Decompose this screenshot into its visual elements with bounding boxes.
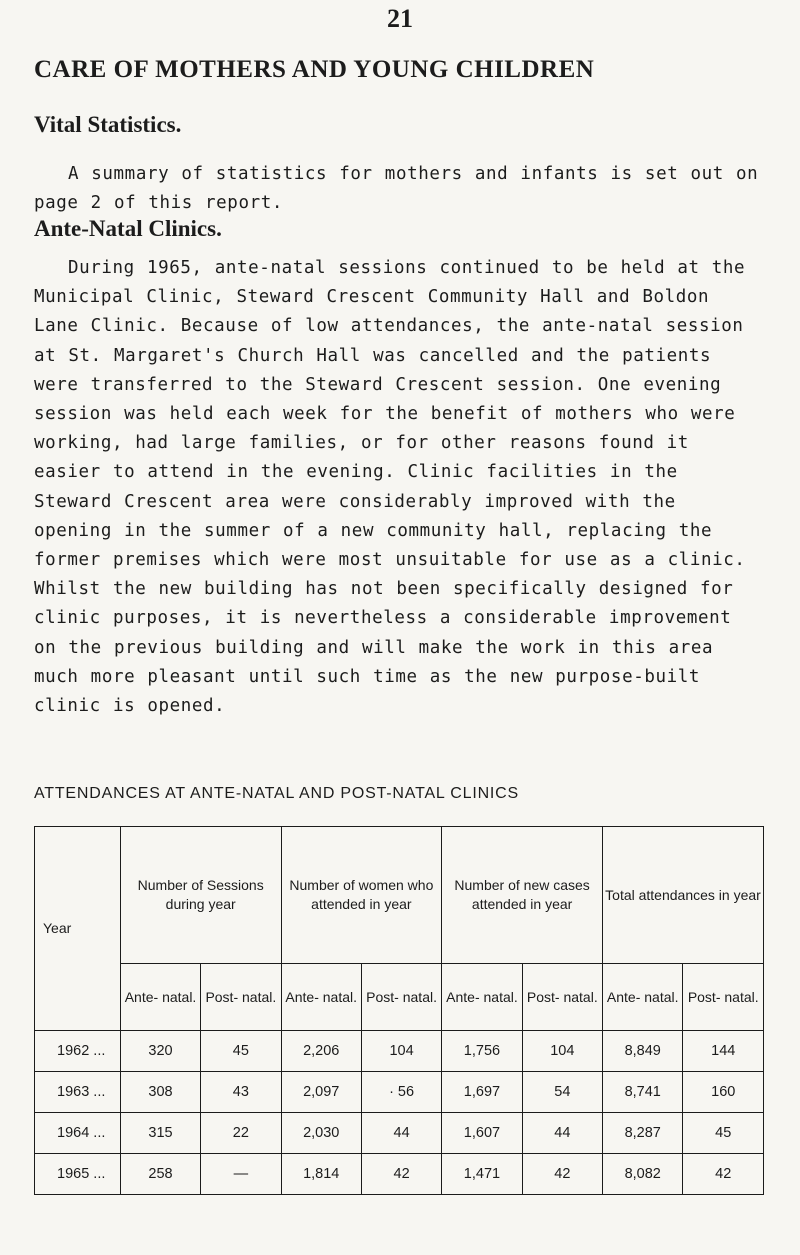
table-cell: 8,849 [602,1031,682,1072]
table-row [35,1154,764,1195]
table-cell: 42 [683,1154,764,1195]
row-year: 1962 ... [35,1031,121,1072]
table-cell: 1,756 [442,1031,522,1072]
table-cell: 2,097 [281,1072,361,1113]
table-caption: ATTENDANCES AT ANTE-NATAL AND POST-NATAL CLINICS [34,785,520,802]
table-row [35,1072,764,1113]
sub-post-natal: Post- natal. [522,964,602,1031]
attendances-table [34,826,764,1195]
sub-ante-natal: Ante- natal. [120,964,200,1031]
total-attendances-header: Total attendances in year [602,827,763,964]
row-year: 1965 ... [35,1154,121,1195]
sessions-header: Number of Sessions during year [120,827,281,964]
table-cell: 2,206 [281,1031,361,1072]
table-cell: 160 [683,1072,764,1113]
sub-ante-natal: Ante- natal. [602,964,682,1031]
sub-ante-natal: Ante- natal. [281,964,361,1031]
table-cell: 45 [683,1113,764,1154]
table-cell: 8,741 [602,1072,682,1113]
table-cell: — [201,1154,281,1195]
table-cell: 45 [201,1031,281,1072]
table-subheader-row [35,964,764,1031]
vital-statistics-paragraph: A summary of statistics for mothers and infants is set out on page 2 of this report. [34,164,759,214]
table-cell: 2,030 [281,1113,361,1154]
table-cell: 8,287 [602,1113,682,1154]
table-cell: 43 [201,1072,281,1113]
sub-ante-natal: Ante- natal. [442,964,522,1031]
table-cell: 22 [201,1113,281,1154]
new-cases-header: Number of new cases attended in year [442,827,603,964]
sub-post-natal: Post- natal. [683,964,764,1031]
table-cell: 308 [120,1072,200,1113]
women-attended-header: Number of women who attended in year [281,827,442,964]
table-cell: · 56 [361,1072,441,1113]
table-cell: 42 [522,1154,602,1195]
year-header: Year [35,827,121,1031]
table-cell: 54 [522,1072,602,1113]
table-cell: 320 [120,1031,200,1072]
table-cell: 1,607 [442,1113,522,1154]
table-header-row [35,827,764,964]
vital-statistics-heading: Vital Statistics. [34,112,182,137]
table-cell: 8,082 [602,1154,682,1195]
ante-natal-clinics-paragraph: During 1965, ante-natal sessions continued to be held at the Municipal Clinic, Steward Crescent Community Hall and Boldon Lane Clinic. Because of low attendances, the ante-natal session at St. Margaret's Church Hall was cancelled and the patients were transferred to the Steward Crescent session. One evening session was held each week for the benefit of mothers who were working, had large families, or for other reasons found it easier to attend in the evening. Clinic facilities in the Steward Crescent area were considerably improved with the opening in the summer of a new community hall, replacing the former premises which were most unsuitable for use as a clinic. Whilst the new building has not been specifically designed for clinic purposes, it is nevertheless a considerable improvement on the previous building and will make the work in this area much more pleasant until such time as the new purpose-built clinic is opened. [34,258,746,717]
ante-natal-clinics-heading: Ante-Natal Clinics. [34,216,222,241]
table-cell: 104 [361,1031,441,1072]
main-heading: CARE OF MOTHERS AND YOUNG CHILDREN [34,56,595,83]
sub-post-natal: Post- natal. [201,964,281,1031]
table-cell: 144 [683,1031,764,1072]
table-row [35,1113,764,1154]
table-cell: 44 [361,1113,441,1154]
table-cell: 1,471 [442,1154,522,1195]
page-number: 21 [387,4,413,33]
sub-post-natal: Post- natal. [361,964,441,1031]
table-cell: 1,697 [442,1072,522,1113]
table-cell: 104 [522,1031,602,1072]
table-cell: 315 [120,1113,200,1154]
table-cell: 258 [120,1154,200,1195]
row-year: 1964 ... [35,1113,121,1154]
table-cell: 44 [522,1113,602,1154]
table-cell: 42 [361,1154,441,1195]
row-year: 1963 ... [35,1072,121,1113]
table-row [35,1031,764,1072]
table-cell: 1,814 [281,1154,361,1195]
